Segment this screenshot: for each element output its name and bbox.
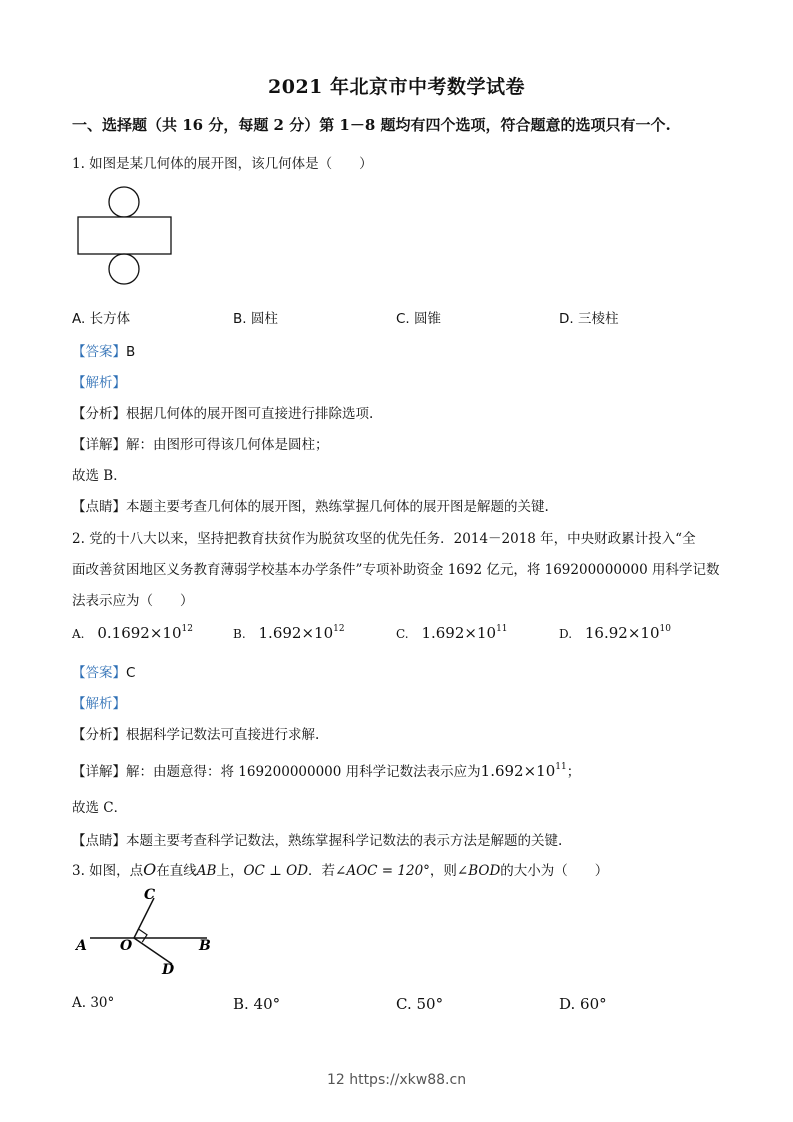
top-circle bbox=[109, 187, 139, 217]
q3-option-d: D. 60° bbox=[559, 995, 607, 1013]
label-o: O bbox=[120, 938, 133, 954]
q3-option-a: A. 30° bbox=[72, 995, 115, 1011]
q2-detail: 【详解】解：由题意得：将 169200000000 用科学记数法表示应为$1.692\times 10^{11}$； bbox=[72, 762, 581, 780]
rectangle bbox=[78, 217, 171, 254]
q2-stem-line1: 2. 党的十八大以来，坚持把教育扶贫作为脱贫攻坚的优先任务．2014－2018 年，中央财政累计投入“全 bbox=[72, 531, 696, 547]
q3-option-c: C. 50° bbox=[396, 995, 444, 1013]
q1-option-a: A. 长方体 bbox=[72, 311, 131, 327]
q1-option-d: D. 三棱柱 bbox=[559, 311, 619, 327]
label-b: B bbox=[199, 938, 211, 954]
q1-detail: 【详解】解：由图形可得该几何体是圆柱； bbox=[72, 437, 329, 453]
label-c: C bbox=[144, 887, 156, 903]
q2-answer bbox=[72, 661, 135, 681]
q1-analysis: 【分析】根据几何体的展开图可直接进行排除选项. bbox=[72, 406, 374, 422]
q3-option-b: B. 40° bbox=[233, 995, 281, 1013]
q2-analysis: 【分析】根据科学记数法可直接进行求解. bbox=[72, 727, 320, 743]
ray-od bbox=[134, 938, 172, 964]
q2-option-d: D. $16.92\times 10^{10}$ bbox=[559, 624, 671, 642]
q1-net-figure bbox=[74, 184, 178, 288]
q2-stem-line3: 法表示应为（ ） bbox=[72, 593, 194, 609]
q2-stem-line2: 面改善贫困地区义务教育薄弱学校基本办学条件”专项补助资金 1692 亿元，将 169200000000 用科学记数 bbox=[72, 562, 720, 578]
right-angle-mark bbox=[139, 929, 148, 942]
q1-option-b: B. 圆柱 bbox=[233, 311, 278, 327]
q1-answer bbox=[72, 340, 135, 360]
q3-angle-figure bbox=[72, 884, 222, 976]
q1-remark: 【点睛】本题主要考查几何体的展开图，熟练掌握几何体的展开图是解题的关键. bbox=[72, 499, 549, 515]
q3-stem: 3. 如图，点O在直线AB上，OC ⊥ OD．若∠AOC = 120°，则∠BOD的大小为（ ） bbox=[72, 860, 609, 879]
answer-value: B bbox=[126, 344, 136, 360]
page-footer: 12 https://xkw88.cn bbox=[326, 1072, 467, 1088]
q1-jiexi-tag: 【解析】 bbox=[72, 375, 126, 391]
answer-tag: 【答案】 bbox=[72, 665, 126, 681]
label-d: D bbox=[162, 962, 175, 976]
ray-oc bbox=[134, 898, 154, 938]
q1-conclusion: 故选 B． bbox=[72, 468, 127, 484]
q2-option-a: A. $0.1692\times 10^{12}$ bbox=[72, 624, 193, 642]
answer-value: C bbox=[126, 665, 136, 681]
paper-title: 2021 年北京市中考数学试卷 bbox=[268, 76, 525, 98]
q2-option-b: B. $1.692\times 10^{12}$ bbox=[233, 624, 345, 642]
q2-jiexi-tag: 【解析】 bbox=[72, 696, 126, 712]
q2-remark: 【点睛】本题主要考查科学记数法，熟练掌握科学记数法的表示方法是解题的关键. bbox=[72, 833, 563, 849]
section-heading: 一、选择题（共 16 分，每题 2 分）第 1－8 题均有四个选项，符合题意的选项只有一个. bbox=[72, 116, 671, 134]
label-a: A bbox=[76, 938, 87, 954]
q1-stem: 1. 如图是某几何体的展开图，该几何体是（ ） bbox=[72, 156, 373, 172]
answer-tag: 【答案】 bbox=[72, 344, 126, 360]
q2-option-c: C. $1.692\times 10^{11}$ bbox=[396, 624, 508, 642]
q1-option-c: C. 圆锥 bbox=[396, 311, 442, 327]
q2-conclusion: 故选 C． bbox=[72, 800, 128, 816]
bottom-circle bbox=[109, 254, 139, 284]
